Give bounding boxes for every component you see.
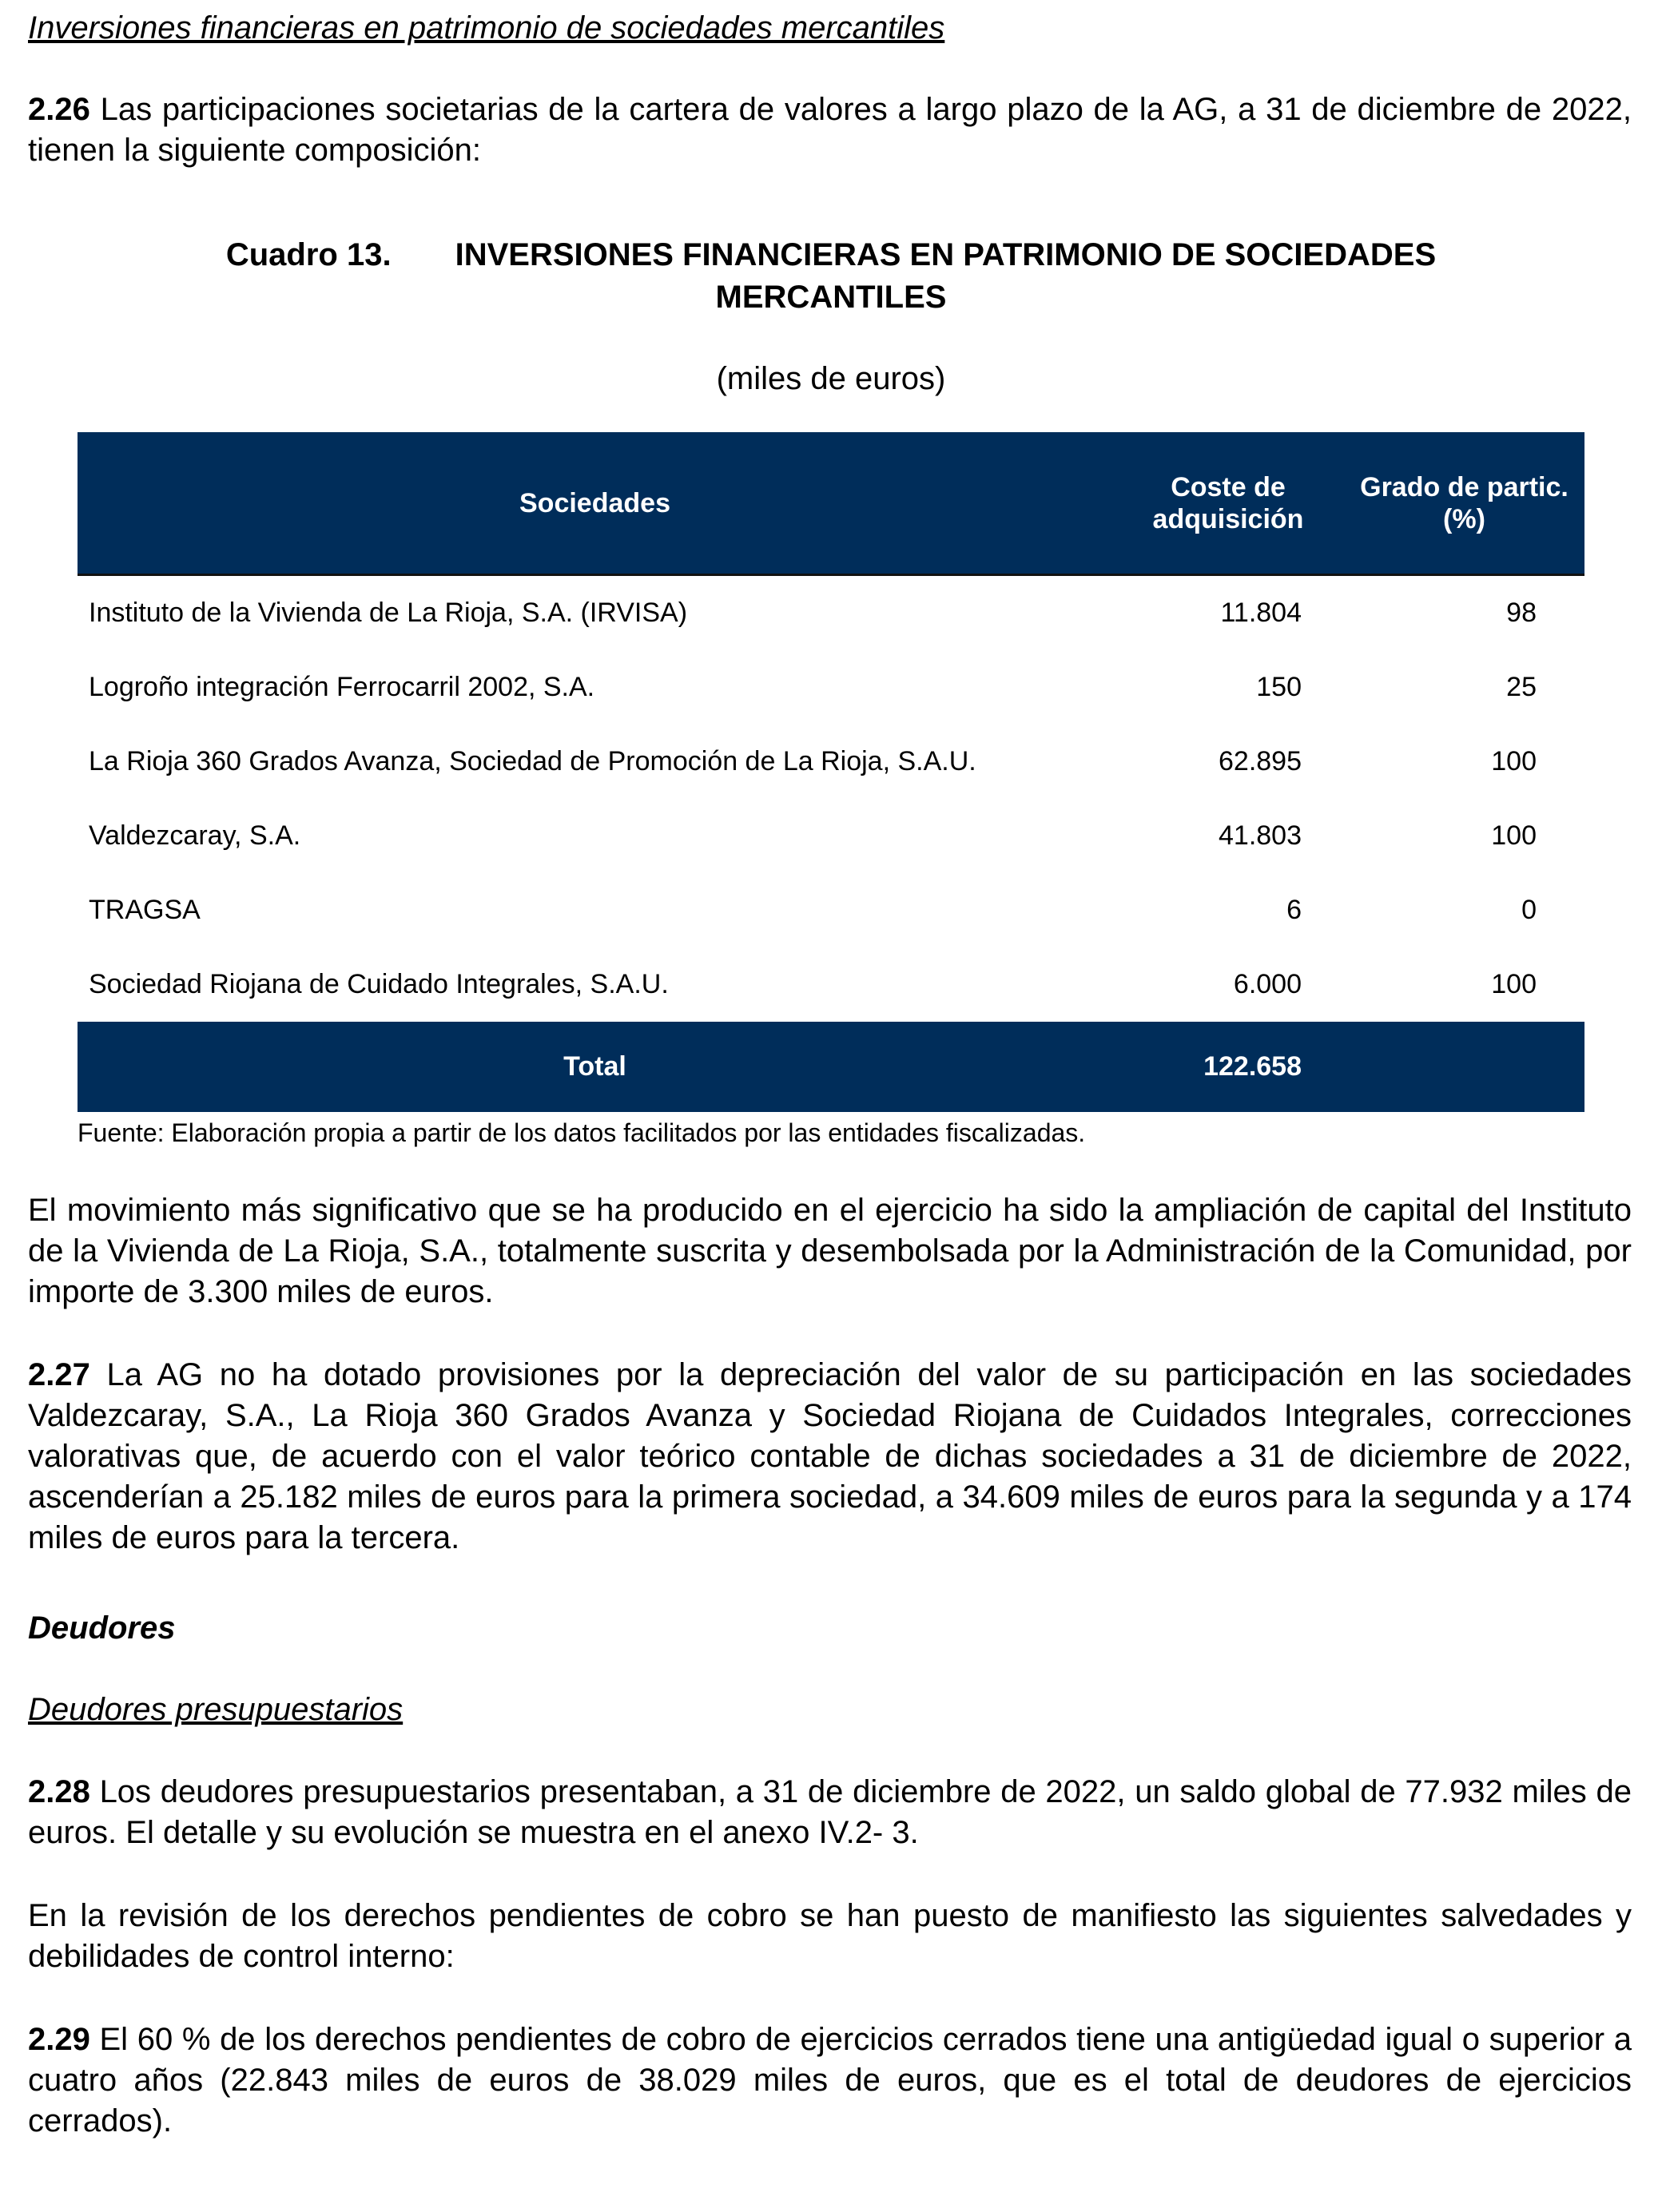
table-row: [78, 873, 1584, 947]
table-source: Fuente: Elaboración propia a partir de los datos facilitados por las entidades fiscalizadas.: [78, 1118, 1086, 1147]
acquisition-cost: 6: [1286, 895, 1302, 925]
acquisition-cost: 150: [1256, 672, 1302, 702]
table-header-row: [78, 432, 1584, 575]
table-row: [78, 575, 1584, 651]
paragraph-text: Los deudores presupuestarios presentaban, a 31 de diciembre de 2022, un saldo global de 77.932 miles de euros. El detalle y su evolución se muestra en el anexo IV.2- 3.: [28, 1774, 1632, 1850]
paragraph-text: El 60 % de los derechos pendientes de cobro de ejercicios cerrados tiene una antigüedad igual o superior a cuatro años (22.843 miles de euros de 38.029 miles de euros, que es el total de deudores de ejercicios cerrados).: [28, 2022, 1632, 2139]
acquisition-cost: 11.804: [1220, 598, 1302, 628]
table-title-line1: INVERSIONES FINANCIERAS EN PATRIMONIO DE SOCIEDADES: [455, 237, 1437, 272]
table-title-line2: MERCANTILES: [715, 280, 947, 315]
header-sociedades: Sociedades: [78, 432, 1112, 575]
paragraph-revision: En la revisión de los derechos pendientes de cobro se han puesto de manifiesto las siguientes salvedades y debilidades de control interno:: [28, 1898, 1632, 1974]
section-heading: Inversiones financieras en patrimonio de sociedades mercantiles: [28, 10, 945, 46]
paragraph-number: 2.27: [28, 1357, 90, 1392]
table-number: Cuadro 13.: [225, 237, 392, 272]
deudores-subheading: [28, 1690, 1632, 1730]
header-grado: Grado de partic. (%): [1344, 432, 1584, 575]
total-cost: 122.658: [1112, 1022, 1344, 1112]
participation-pct: 100: [1491, 820, 1537, 851]
participation-pct: 100: [1491, 746, 1537, 776]
table-title: [0, 234, 1662, 319]
paragraph-2-26: [28, 89, 1632, 171]
table-units: (miles de euros): [716, 361, 946, 396]
table-row: [78, 650, 1584, 725]
header-coste: Coste de adquisición: [1112, 432, 1344, 575]
table-row: [78, 799, 1584, 873]
investments-table: [78, 432, 1584, 1112]
company-name: Sociedad Riojana de Cuidado Integrales, S.A.U.: [89, 969, 669, 999]
table-row: [78, 947, 1584, 1022]
company-name: La Rioja 360 Grados Avanza, Sociedad de Promoción de La Rioja, S.A.U.: [89, 746, 976, 776]
company-name: TRAGSA: [89, 895, 201, 925]
paragraph-2-28: [28, 1772, 1632, 1853]
paragraph-text: Las participaciones societarias de la cartera de valores a largo plazo de la AG, a 31 de diciembre de 2022, tienen la siguiente composición:: [28, 92, 1632, 168]
participation-pct: 25: [1506, 672, 1537, 702]
acquisition-cost: 6.000: [1233, 969, 1302, 999]
acquisition-cost: 62.895: [1219, 746, 1302, 776]
company-name: Instituto de la Vivienda de La Rioja, S.A. (IRVISA): [89, 598, 688, 628]
paragraph-2-29: [28, 2019, 1632, 2142]
deudores-heading: [28, 1608, 1632, 1649]
paragraph-text: La AG no ha dotado provisiones por la depreciación del valor de su participación en las sociedades Valdezcaray, S.A., La Rioja 360 Grados Avanza y Sociedad Riojana de Cuidados Integrales, correcciones valorativas que, de acuerdo con el valor teórico contable de dichas sociedades a 31 de diciembre de 2022, ascenderían a 25.182 miles de euros para la primera sociedad, a 34.609 miles de euros para la segunda y a 174 miles de euros para la tercera.: [28, 1357, 1632, 1555]
total-label: Total: [78, 1022, 1112, 1112]
subheading-text: Deudores presupuestarios: [28, 1692, 404, 1727]
table-total-row: [78, 1022, 1584, 1112]
heading-text: Deudores: [28, 1610, 176, 1646]
company-name: Valdezcaray, S.A.: [89, 820, 301, 851]
company-name: Logroño integración Ferrocarril 2002, S.A.: [89, 672, 595, 702]
paragraph-2-27: [28, 1355, 1632, 1559]
participation-pct: 0: [1521, 895, 1537, 925]
paragraph-number: 2.28: [28, 1774, 90, 1809]
acquisition-cost: 41.803: [1219, 820, 1302, 851]
paragraph-movimiento: El movimiento más significativo que se ha producido en el ejercicio ha sido la ampliación de capital del Instituto de la Vivienda de La Rioja, S.A., totalmente suscrita y desembolsada por la Administración de la Comunidad, por importe de 3.300 miles de euros.: [28, 1193, 1632, 1309]
paragraph-number: 2.29: [28, 2022, 90, 2057]
total-pct: [1344, 1022, 1584, 1112]
paragraph-number: 2.26: [28, 92, 90, 127]
table-row: [78, 725, 1584, 799]
participation-pct: 98: [1506, 598, 1537, 628]
participation-pct: 100: [1491, 969, 1537, 999]
